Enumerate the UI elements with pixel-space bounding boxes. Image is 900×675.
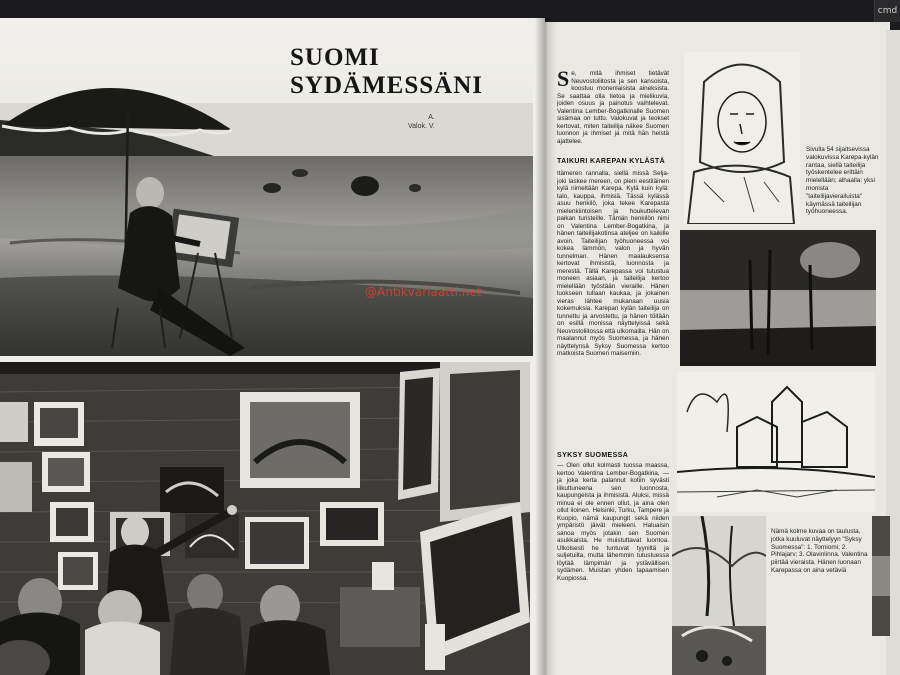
- subhead-autumn: SYKSY SUOMESSA: [557, 452, 629, 459]
- partial-painting: [872, 516, 890, 636]
- byline: [408, 113, 435, 131]
- page-gutter: [535, 18, 557, 675]
- title-line-2: SYDÄMESSÄNI: [290, 72, 483, 99]
- watermark: @Antikvariaatti.net: [365, 285, 482, 299]
- subhead-karepa: TAIKURI KAREPAN KYLÄSTÄ: [557, 158, 666, 165]
- byline-author: A.: [428, 114, 435, 121]
- laptop-key: cmd: [874, 0, 900, 22]
- article-intro: [557, 70, 669, 154]
- forest-painting: [672, 516, 766, 675]
- article-title: [290, 44, 483, 100]
- title-line-1: SUOMI: [290, 44, 380, 71]
- lake-painting: [680, 230, 876, 366]
- portrait-sketch: [684, 52, 800, 224]
- castle-sketch: [677, 372, 875, 512]
- caption-paintings: Nämä kolme kuvaa on taulusta, jotka kuuluvat näyttelyyn "Syksy Suomessa": 1. Torniomi; 2. Pihlajarv; 3. Olavinlinna. Valentina piirtää vieraista. Hänen luonaan Karepassa on aina vetäviä: [771, 528, 868, 574]
- article-body-2: — Olen ollut kolmasti tuossa maassa, kertoo Valentina Lember-Bogatkina, — ja joka kerta palannut kotiin syvästi liikuttuneena sen luonnosta, kaupungeista ja ihmisistä. Aluksi, missä minua ei ole ennen ollut, ja aina olen ollut iloinen. Helsinki, Turku, Tampere ja Kuopio, nämä kaupungit sekä niiden ympäristö jäivät mieleeni. Haluaisin sanoa myös jotakin sen Suomen asukkaista. He muistuttavat luontoa. Ulkoisesti he tuntuvat tyyniltä ja suljetuilta, mutta lähemmin tutustuessa löytää lämpimän ja ystävällisen sydämen. Muistan yhden tapaamisen Kuopiossa.: [557, 462, 669, 582]
- gallery-photo: [0, 362, 530, 675]
- byline-photo: Valok. V.: [408, 123, 435, 130]
- article-body-1: Itämeren rannalla, siellä missä Selja-joki laskee mereen, on pieni eestiläinen kylä nimeltään Karepa. Kylä kuin kylä: talo, kauppa, ihmisiä. Tässä kylässä asuu henkilö, joka tekee Karepasta mielenkiintoisen ja houkuttelevan paikan turisteille. Tämän henkilön nimi on Valentina Lember-Bogatkina, ja hänen taiteilijakotinsa ateljee on kaikille avoin. Taiteilijan työhuoneessa voi kokea lämmön, valon ja hyvän tunnelman. Hänen maalauksensa kertovat ihmisistä, luonnosta ja merestä. Tällä Karepassa voi tutustua moneen asiaan, ja taiteilija kertoo mielellään työstään vieraille. Hänen luokseen tullaan kaukaa, ja jokainen vieras lähtee mukanaan uusia kokemuksia. Karepan kylän taiteilija on tunnettu ja arvostettu, ja hänen töitään on esillä monissa näyttelyissä sekä Neuvostoliitossa että ulkomailla. Hän on maalannut myös Suomessa, ja hänen näyttelynsä Syksy Suomessa kertoo matkoista Suomen maisemiin.: [557, 170, 669, 357]
- caption-photos: Sivulla 54 sijaitsevissa valokuvissa Karepa-kylän rantaa, siellä taiteilija työskentelee erittäin mielellään; alhaalla: yksi monista "taiteilijavierailuista" käymässä taiteilijan työhuoneessa.: [806, 146, 879, 216]
- dropcap: S: [557, 70, 570, 91]
- intro-text: e, mitä ihmiset tietävät Neuvostoliitosta ja sen kansoista, koostuu monenlaisista aineksista. Se saattaa olla tietoa ja mielikuvia, joiden osuus ja painotus vaihtelevat. Valentina Lember-Bogatkinalle Suomen sisämaa on tuttu. Valokuvat ja teokset kertovat, miten taiteilija näkee Suomen luonnon ja ihmiset ja mitä hän heistä ajattelee.: [557, 70, 669, 145]
